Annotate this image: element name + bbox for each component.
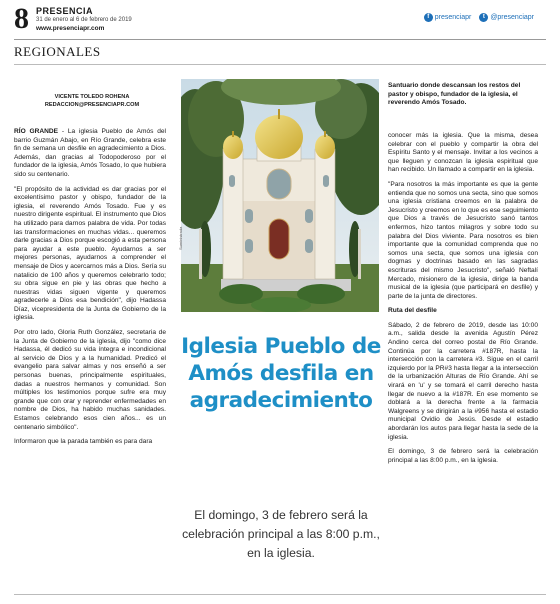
article-column-2: [388, 132, 538, 471]
twitter-link[interactable]: [479, 13, 534, 22]
byline-email[interactable]: REDACCION@PRESENCIAPR.COM: [44, 102, 140, 108]
paragraph: El domingo, 3 de febrero será la celebración principal a las 8:00 p.m., en la iglesia.: [388, 448, 538, 464]
facebook-icon: f: [424, 13, 433, 22]
publication-name: PRESENCIA: [36, 6, 94, 16]
subhead: Ruta del desfile: [388, 307, 437, 315]
twitter-icon: t: [479, 13, 488, 22]
twitter-handle: @presenciapr: [490, 14, 534, 21]
paragraph: conocer más la iglesia. Que la misma, desea celebrar con el pueblo y compartir la obra del Espíritu Santo y el mensaje. Invitar a los vecinos a que lleguen y conozcan la iglesia espiritual que han recibido. Un llamado a compartir en la iglesia.: [388, 132, 538, 174]
paragraph: Por otro lado, Gloria Ruth González, secretaria de la Junta de Gobierno de la iglesia, dijo "como dice Hadassa, él dedicó su vida íntegra e incondicional al servicio de Dios y a la humanidad. Predicó el evangelio para salvar almas y nos enseñó a ser personas buenas, principalmente espirituales, dadas a nuestros hermanos y comunidad. Son múltiples los testimonios porque sufre era muy grande que con orar y reprender enfermedades en nombre de Dios, ha habido muchas sanidades. Estamos celebrando esos cien años... es un centenario simbólico".: [14, 329, 166, 431]
paragraph: "El propósito de la actividad es dar gracias por el excelentísimo pastor y obispo, fundador de la iglesia, el reverendo Amós Tosado. Fue y es nuestro dirigente espiritual. El instrumento que Dios ha utilizado para darnos palabra de vida. Por todas las transformaciones en muchas vidas... queremos darle gracias a Dios porque escogió a esta persona para ayudar a este pueblo. Ayudarnos a ser mejores personas, ayudarnos a comprender el mensaje de Dios y acercarnos más a Dios. Sería su natalicio de 100 años y queremos celebrarlo todo; su obra sigue en pie y las obras que hecho a nuestras vidas siguen vigente y queremos agradecerle a Dios esa bendición", dijo Hadassa Díaz, vicepresidenta de la Junta de Gobierno de la iglesia.: [14, 185, 166, 322]
byline: [32, 93, 152, 109]
paragraph-text: - La iglesia Pueblo de Amós del barrio Guzmán Abajo, en Río Grande, celebra este fin de semana un desfile en agradecimiento a Dios. Además, dan gracias al Todopoderoso por el fundador de la iglesia, Amós Tosado, lo que hubiera sido su centenario.: [14, 128, 166, 178]
photo-credit: Suministrada: [178, 226, 183, 250]
photo-caption: Santuario donde descansan los restos del pastor y obispo, fundador de la iglesia, el reverendo Amós Tosado.: [388, 82, 521, 107]
paragraph: Informaron que la parada también es para dara: [14, 438, 153, 446]
paragraph: Sábado, 2 de febrero de 2019, desde las 10:00 a.m., salida desde la avenida Agustín Pérez Andino cerca del correo postal de Río Grande. Continúa por la carretera #187R, hasta la intersección con la carretera #3. Sigue en el carril izquierdo por la PR#3 hasta llegar a la intersección de la urbanización Alturas de Río Grande. Ahí se virará en 'u' y se tomará el carril derecho hasta llegar de nuevo a la #187R. En ese momento se doblará a la derecha frente a la farmacia Walgreens y se dirigirán a la #956 hasta el estadio municipal Ovidio de Jesús. Desde el estadio abordarán los autos para llegar hasta la sede de la iglesia.: [388, 321, 538, 441]
headline: Iglesia Pueblo de Amós desfila en agradecimiento: [181, 334, 381, 413]
section-rule: [14, 64, 546, 65]
page-number: 8: [14, 2, 29, 35]
facebook-link[interactable]: [424, 13, 472, 22]
church-photo: [181, 79, 379, 312]
footer-rule: [14, 594, 546, 595]
article-column-1: [14, 128, 166, 453]
header-rule: [14, 39, 546, 40]
paragraph: [14, 128, 166, 180]
facebook-handle: presenciapr: [434, 14, 472, 21]
website-link[interactable]: www.presenciapr.com: [36, 25, 105, 32]
social-handles: [424, 13, 534, 22]
dateline-city: RÍO GRANDE: [14, 128, 59, 135]
section-title: REGIONALES: [14, 44, 101, 59]
issue-dateline: 31 de enero al 6 de febrero de 2019: [36, 17, 132, 23]
deck-subtitle: El domingo, 3 de febrero será la celebración principal a las 8:00 p.m., en la iglesia.: [182, 508, 380, 560]
byline-author: VICENTE TOLEDO ROHENA: [54, 94, 130, 100]
paragraph: "Para nosotros la más importante es que la gente entienda que no somos una secta, sino que somos una iglesia cristiana creemos en la palabra de Jesucristo y creemos en lo que es ese seguimiento que Dios a través de Jesucristo sanó tantos enfermos, hizo tantos milagros y sobre todo su palabra del Dios viviente. Para nosotros es bien importante que la comunidad comprenda que no somos una secta, que somos una iglesia con dogmas y doctrinas basado en las sagradas escrituras del mismo Jesucristo", señaló Neftalí Mercado, misionero de la iglesia, dirige la banda musical de la iglesia (que participará en desfile) y parte de la junta de directores.: [388, 180, 538, 300]
